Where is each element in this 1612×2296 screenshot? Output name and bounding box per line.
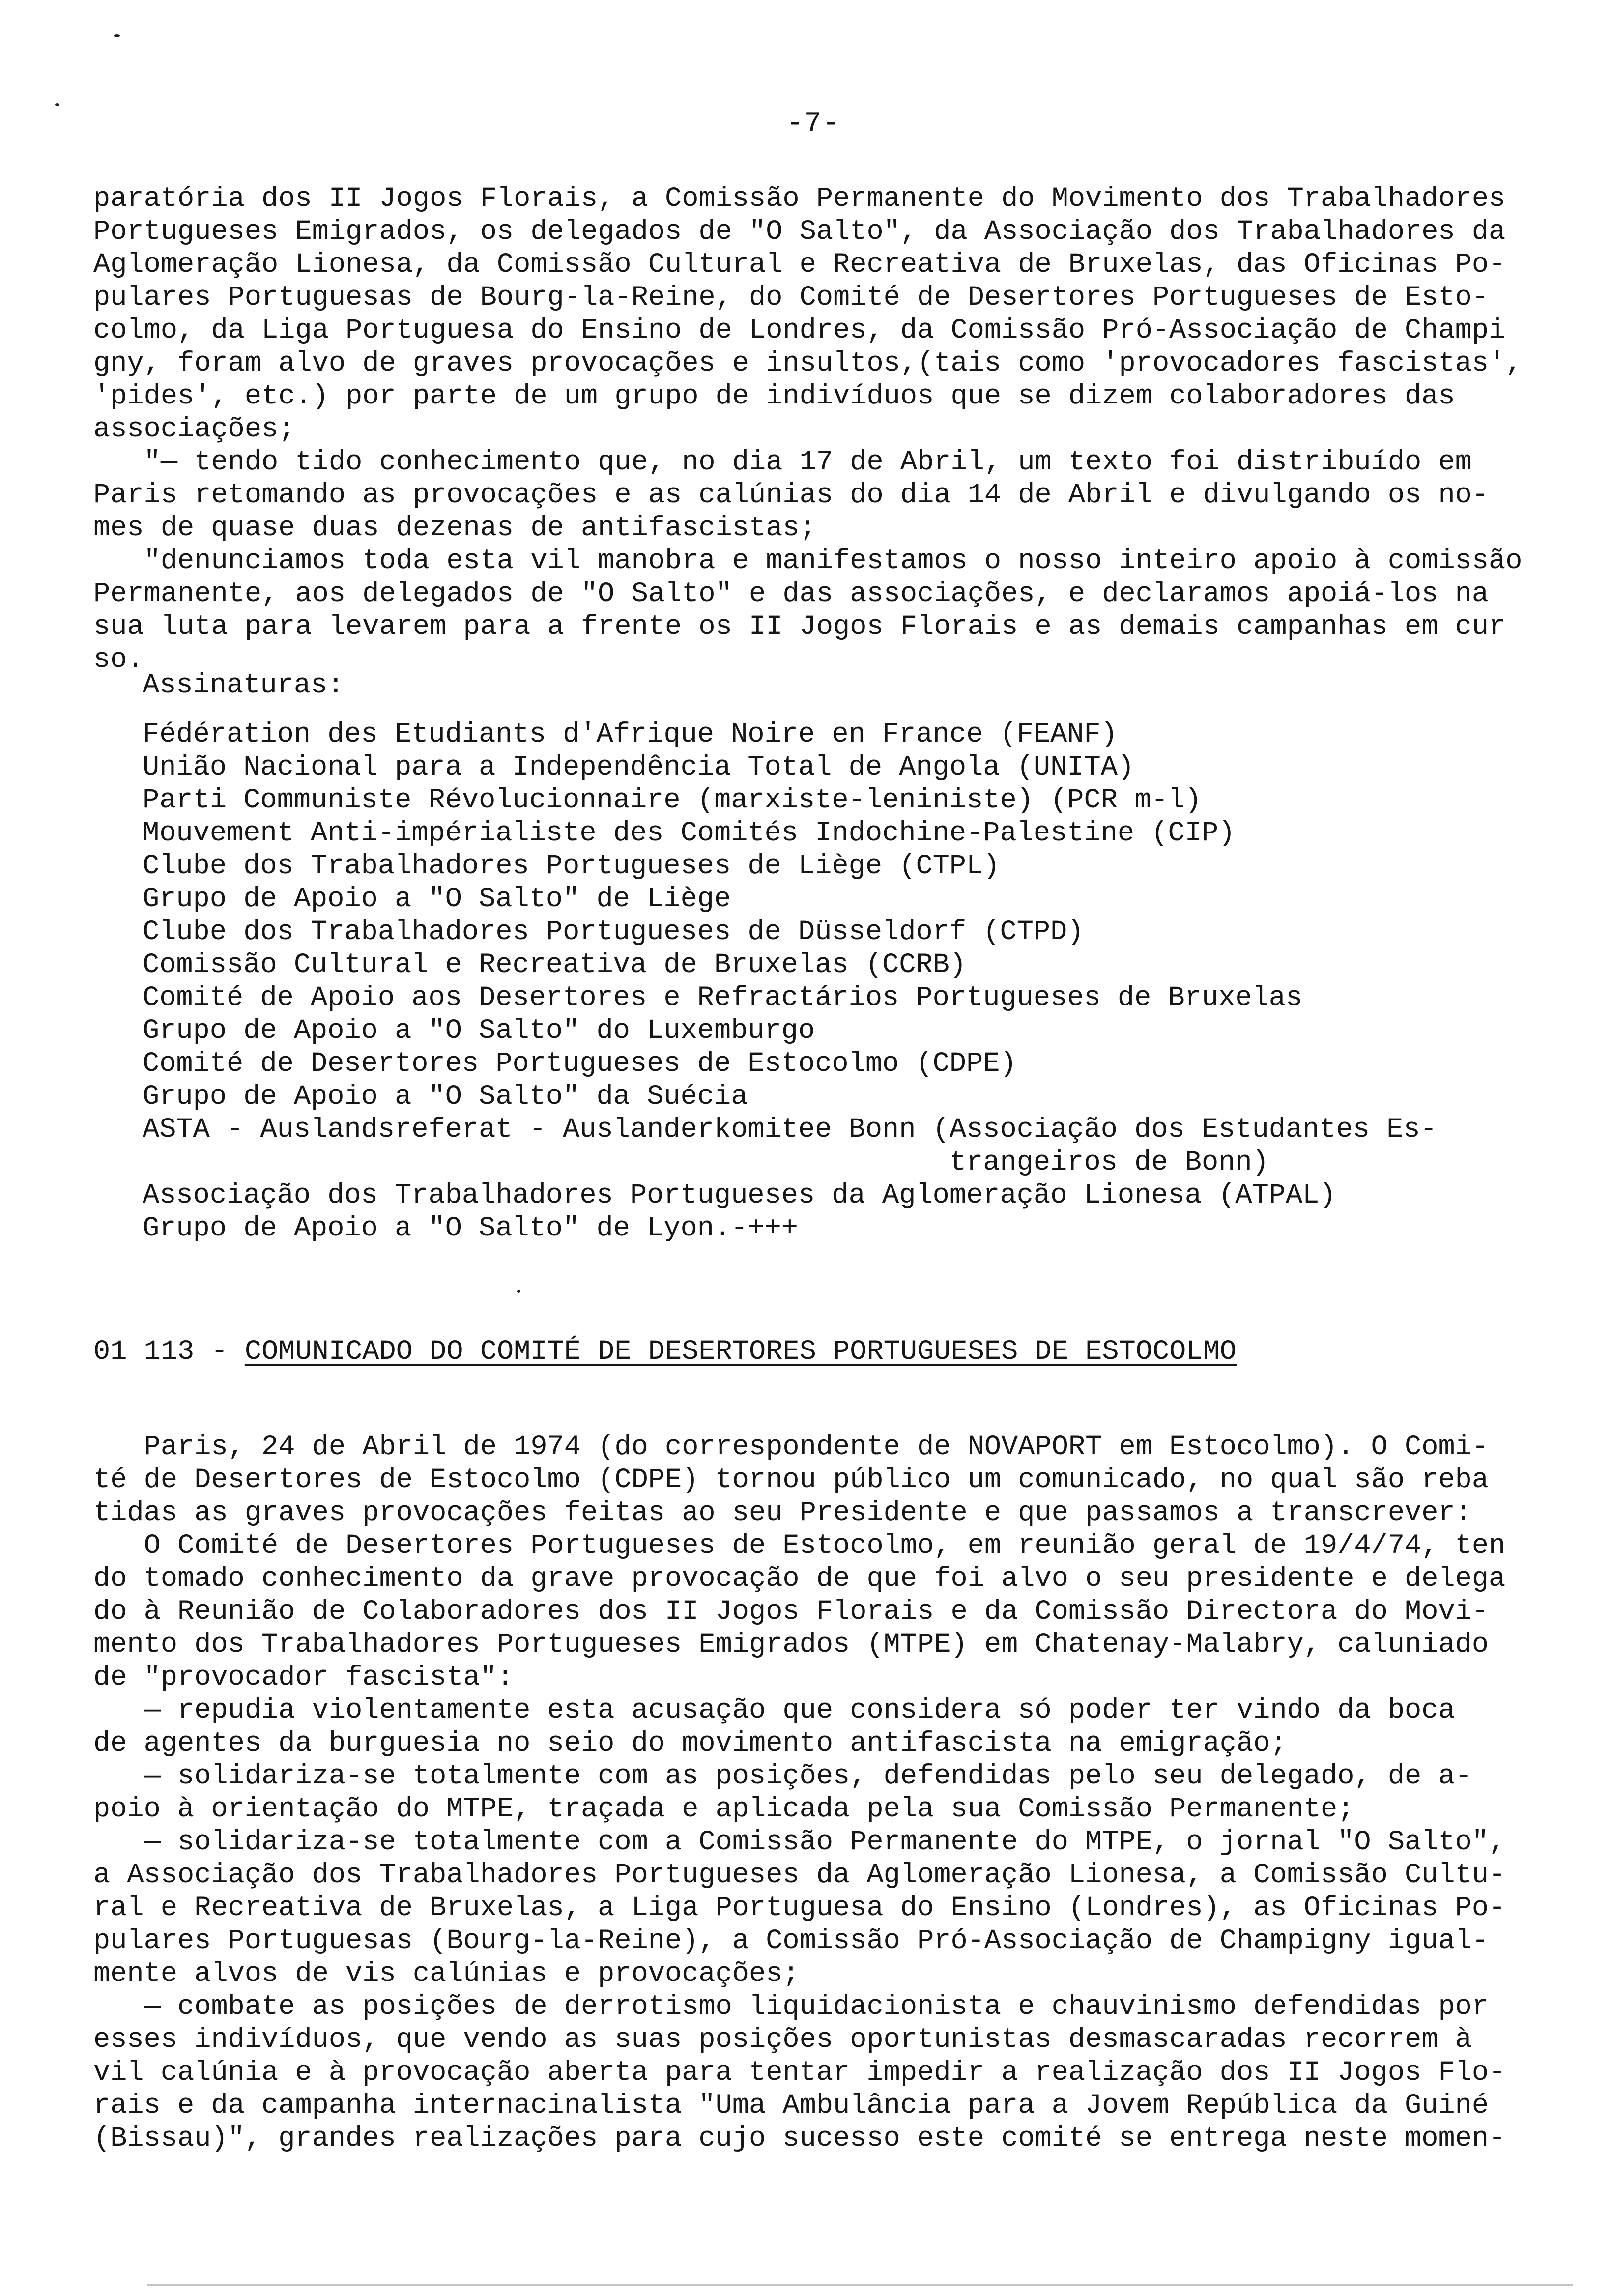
section-number: 01 113 -	[93, 1336, 245, 1368]
signatory-line: Fédération des Etudiants d'Afrique Noire en France (FEANF)	[143, 719, 1118, 750]
text-line: so.	[93, 644, 144, 676]
text-line: ral e Recreativa de Bruxelas, a Liga Portuguesa do Ensino (Londres), as Oficinas Po-	[93, 1893, 1506, 1924]
text-line: associações;	[93, 414, 295, 445]
text-line: O Comité de Desertores Portugueses de Estocolmo, em reunião geral de 19/4/74, ten	[93, 1530, 1506, 1562]
text-line: sua luta para levarem para a frente os II Jogos Florais e as demais campanhas em cur	[93, 611, 1506, 643]
signatory-line: Clube dos Trabalhadores Portugueses de Liège (CTPL)	[143, 851, 1000, 882]
text-line: — combate as posições de derrotismo liquidacionista e chauvinismo defendidas por	[93, 1991, 1489, 2023]
signatory-line: Comité de Desertores Portugueses de Estocolmo (CDPE)	[143, 1048, 1017, 1080]
signatory-line: Comissão Cultural e Recreativa de Bruxelas (CCRB)	[143, 949, 967, 981]
text-line: — repudia violentamente esta acusação que considera só poder ter vindo da boca	[93, 1695, 1455, 1726]
signatory-line: União Nacional para a Independência Total de Angola (UNITA)	[143, 752, 1135, 783]
bottom-rule	[147, 2284, 1573, 2286]
text-line: Paris, 24 de Abril de 1974 (do correspondente de NOVAPORT em Estocolmo). O Comi-	[93, 1432, 1489, 1463]
text-line: mes de quase duas dezenas de antifascistas;	[93, 513, 816, 544]
section-heading	[93, 1336, 1587, 1369]
text-line: poio à orientação do MTPE, traçada e aplicada pela sua Comissão Permanente;	[93, 1794, 1354, 1825]
text-line: vil calúnia e à provocação aberta para tentar impedir a realização dos II Jogos Flo-	[93, 2057, 1506, 2089]
intro-paragraph	[93, 183, 1587, 677]
signatory-line: trangeiros de Bonn)	[143, 1147, 1269, 1178]
signatures-heading: Assinaturas:	[143, 670, 345, 701]
text-line: té de Desertores de Estocolmo (CDPE) tornou público um comunicado, no qual são reba	[93, 1464, 1489, 1496]
signatory-line: Parti Communiste Révolucionnaire (marxiste-leniniste) (PCR m-l)	[143, 785, 1202, 816]
text-line: colmo, da Liga Portuguesa do Ensino de Londres, da Comissão Pró-Associação de Champi	[93, 315, 1506, 346]
text-line: gny, foram alvo de graves provocações e insultos,(tais como 'provocadores fascistas',	[93, 348, 1523, 379]
text-line: Paris retomando as provocações e as calúnias do dia 14 de Abril e divulgando os no-	[93, 480, 1489, 511]
text-line: tidas as graves provocações feitas ao seu Presidente e que passamos a transcrever:	[93, 1497, 1472, 1529]
signatory-line: ASTA - Auslandsreferat - Auslanderkomitee Bonn (Associação dos Estudantes Es-	[143, 1114, 1437, 1146]
text-line: Permanente, aos delegados de "O Salto" e das associações, e declaramos apoiá-los na	[93, 578, 1489, 610]
text-line: do tomado conhecimento da grave provocação de que foi alvo o seu presidente e delega	[93, 1563, 1506, 1595]
text-line: de "provocador fascista":	[93, 1662, 514, 1693]
section-title: COMUNICADO DO COMITÉ DE DESERTORES PORTUGUESES DE ESTOCOLMO	[244, 1336, 1237, 1368]
communique-body	[93, 1431, 1587, 2155]
signatory-line: Grupo de Apoio a "O Salto" da Suécia	[143, 1081, 748, 1113]
signatories-list	[143, 718, 1612, 1245]
text-line: mente alvos de vis calúnias e provocações;	[93, 1958, 800, 1990]
text-line: (Bissau)", grandes realizações para cujo sucesso este comité se entrega neste momen-	[93, 2123, 1506, 2154]
text-line: paratória dos II Jogos Florais, a Comissão Permanente do Movimento dos Trabalhadores	[93, 183, 1506, 215]
text-line: — solidariza-se totalmente com as posições, defendidas pelo seu delegado, de a-	[93, 1761, 1472, 1792]
text-line: "denunciamos toda esta vil manobra e manifestamos o nosso inteiro apoio à comissão	[93, 545, 1523, 577]
text-line: de agentes da burguesia no seio do movimento antifascista na emigração;	[93, 1728, 1287, 1759]
scan-speck	[55, 103, 59, 106]
text-line: pulares Portuguesas (Bourg-la-Reine), a Comissão Pró-Associação de Champigny igual-	[93, 1925, 1489, 1957]
scan-speck	[517, 1290, 520, 1293]
text-line: do à Reunião de Colaboradores dos II Jogos Florais e da Comissão Directora do Movi-	[93, 1596, 1489, 1628]
text-line: Portugueses Emigrados, os delegados de "O Salto", da Associação dos Trabalhadores da	[93, 216, 1506, 248]
text-line: a Associação dos Trabalhadores Portugueses da Aglomeração Lionesa, a Comissão Cultu-	[93, 1860, 1506, 1891]
text-line: rais e da campanha internacinalista "Uma Ambulância para a Jovem República da Guiné	[93, 2090, 1489, 2122]
text-line: esses indivíduos, que vendo as suas posições oportunistas desmascaradas recorrem à	[93, 2024, 1472, 2056]
page-number: -7-	[786, 108, 841, 140]
text-line: pulares Portuguesas de Bourg-la-Reine, do Comité de Desertores Portugueses de Esto-	[93, 282, 1489, 314]
text-line: "— tendo tido conhecimento que, no dia 17 de Abril, um texto foi distribuído em	[93, 447, 1472, 478]
text-line: Aglomeração Lionesa, da Comissão Cultural e Recreativa de Bruxelas, das Oficinas Po-	[93, 249, 1506, 281]
signatory-line: Comité de Apoio aos Desertores e Refractários Portugueses de Bruxelas	[143, 982, 1303, 1014]
signatory-line: Grupo de Apoio a "O Salto" de Lyon.-+++	[143, 1213, 799, 1244]
signatory-line: Clube dos Trabalhadores Portugueses de Düsseldorf (CTPD)	[143, 917, 1084, 948]
signatory-line: Grupo de Apoio a "O Salto" de Liège	[143, 884, 731, 915]
text-line: mento dos Trabalhadores Portugueses Emigrados (MTPE) em Chatenay-Malabry, caluniado	[93, 1629, 1489, 1661]
text-line: — solidariza-se totalmente com a Comissão Permanente do MTPE, o jornal "O Salto",	[93, 1827, 1506, 1858]
text-line: 'pides', etc.) por parte de um grupo de indivíduos que se dizem colaboradores das	[93, 381, 1455, 412]
signatory-line: Grupo de Apoio a "O Salto" do Luxemburgo	[143, 1015, 815, 1047]
scan-speck	[114, 34, 120, 37]
signatory-line: Associação dos Trabalhadores Portugueses da Aglomeração Lionesa (ATPAL)	[143, 1180, 1336, 1211]
signatory-line: Mouvement Anti-impérialiste des Comités Indochine-Palestine (CIP)	[143, 818, 1236, 849]
